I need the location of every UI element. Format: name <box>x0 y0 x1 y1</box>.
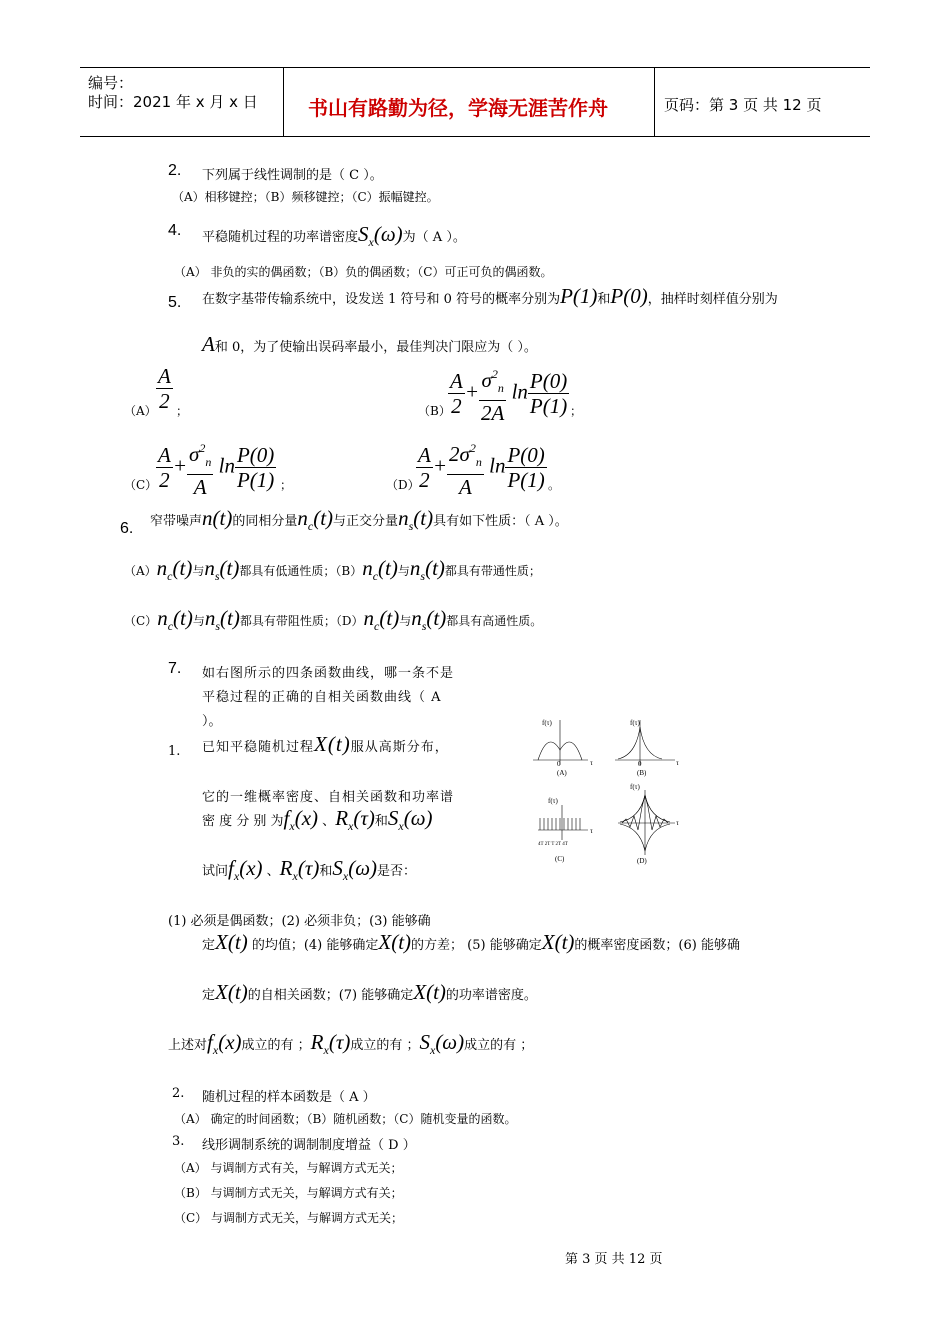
q1-number: 1. <box>168 744 181 759</box>
q6-opt-a-post: 都具有低通性质；（B） <box>239 564 363 578</box>
q6-options-cd <box>124 606 542 634</box>
fig-a-label: (A) <box>557 769 567 777</box>
q7-line3: ）。 <box>202 714 222 729</box>
page-info: 页码：第 3 页 共 12 页 <box>664 96 822 114</box>
motto: 书山有路勤为径，学海无涯苦作舟 <box>308 96 608 120</box>
header-mid-cell <box>284 68 655 136</box>
math-nst-b: $n_s(t)$ <box>409 556 445 583</box>
q6-opt-c-pre: （C） <box>124 614 158 628</box>
page-footer: 第 3 页 共 12 页 <box>565 1252 663 1267</box>
q5-opt-c-formula: $\frac{A}{2}$ + $\frac{\sigma^2_n}{A}$ ln $\frac{P(0)}{P(1)}$ <box>156 436 276 499</box>
math-sx-2: $S_x(\omega)$ <box>332 856 378 883</box>
math-xt-4: X(t) <box>541 930 575 954</box>
q1-p3 <box>202 980 537 1005</box>
fig-b-tau: τ <box>676 759 679 767</box>
q6-text-post: 具有如下性质：（ A ）。 <box>433 514 568 529</box>
q5-text1-post: ，抽样时刻样值分别为 <box>647 292 778 307</box>
fig-c-ticks: 4T 2T T 2T 4T <box>538 842 568 847</box>
q1-line4-pre: 试问 <box>202 864 229 879</box>
q5-text2-post: 和 0，为了使输出误码率最小，最佳判决门限应为（ ）。 <box>214 340 537 355</box>
math-nct: $n_c(t)$ <box>297 506 334 533</box>
q5-line2 <box>202 332 537 357</box>
q6-opt-a-pre: （A） <box>124 564 157 578</box>
q1-line3-pre: 密 度 分 别 为 <box>202 814 284 829</box>
fig-b-origin: 0 <box>638 760 642 768</box>
fig-d-label: (D) <box>637 857 647 865</box>
fig-a-tau: τ <box>590 759 593 767</box>
q1-p2-pre: 定 <box>202 938 216 953</box>
q1-summary <box>168 1030 533 1058</box>
fig-b-label: (B) <box>637 769 647 777</box>
math-sx-omega: $S_x(\omega)$ <box>358 222 403 249</box>
q7-line2: 平稳过程的正确的自相关函数曲线（ A <box>202 690 442 705</box>
q2-number: 2. <box>168 162 182 179</box>
math-nst: $n_s(t)$ <box>398 506 434 533</box>
math-sx-3: $S_x(\omega)$ <box>419 1030 465 1057</box>
q6-yu: 与 <box>399 614 412 628</box>
q5-and: 和 <box>597 292 611 307</box>
q1-line1-post: 服从高斯分布， <box>350 740 449 755</box>
q1-p2 <box>202 930 740 955</box>
q5-opt-d-formula: $\frac{A}{2}$ + $\frac{2\sigma^2_n}{A}$ ln $\frac{P(0)}{P(1)}$ <box>416 436 547 499</box>
math-a: A <box>202 332 215 356</box>
math-xt: X(t) <box>314 732 351 756</box>
page-header <box>80 67 870 137</box>
math-rx-3: $R_x(\tau)$ <box>310 1030 351 1057</box>
q5-opt-b-semi: ； <box>570 404 583 418</box>
q6-opt-b-post: 都具有带通性质； <box>444 564 541 578</box>
q4-options: （A） 非负的实的偶函数；（B）负的偶函数；（C）可正可负的偶函数。 <box>174 265 553 279</box>
q6-yu: 与 <box>192 614 205 628</box>
q5-opt-a-label: （A） <box>124 404 157 418</box>
math-fx-2: $f_x(x)$ <box>228 856 263 883</box>
q3-opt-b: （B） 与调制方式无关，与解调方式有关； <box>174 1186 403 1200</box>
q6-opt-d-post: 都具有高通性质。 <box>446 614 543 628</box>
q3-opt-a: （A） 与调制方式有关，与解调方式无关； <box>174 1161 403 1175</box>
q1-line3-sep: 、 <box>322 814 336 829</box>
math-p0: P(0) <box>610 284 648 308</box>
q5-opt-d-end: 。 <box>548 478 561 492</box>
q1-line3-and: 和 <box>374 814 388 829</box>
q4-line <box>202 222 466 250</box>
q3-opt-c: （C） 与调制方式无关，与解调方式无关； <box>174 1211 403 1225</box>
q5-opt-c-semi: ； <box>280 478 293 492</box>
q5-opt-d-label: （D） <box>386 478 420 492</box>
q2b-number: 2. <box>172 1086 185 1101</box>
q1-p1: (1) 必须是偶函数；(2) 必须非负；(3) 能够确 <box>168 914 431 929</box>
q2b-text: 随机过程的样本函数是（ A ） <box>202 1090 376 1105</box>
fig-c-label: (C) <box>555 855 565 863</box>
math-xt-5: X(t) <box>215 980 248 1004</box>
q6-yu: 与 <box>397 564 410 578</box>
fig-c-tau: τ <box>590 827 593 835</box>
q1-s-a: 成立的有 ； <box>241 1038 311 1053</box>
q5-opt-c-label: （C） <box>124 478 158 492</box>
q7-number: 7. <box>168 660 182 677</box>
q6-opt-c-post: 都具有带阻性质；（D） <box>239 614 364 628</box>
q1-s-c: 成立的有 ； <box>464 1038 534 1053</box>
autocorrelation-figure <box>530 715 690 865</box>
q1-line1-pre: 已知平稳随机过程 <box>202 740 315 755</box>
q1-p3-b: 的功率谱密度。 <box>445 988 537 1003</box>
q5-text1-pre: 在数字基带传输系统中，设发送 1 符号和 0 符号的概率分别为 <box>202 292 561 307</box>
q4-text-pre: 平稳随机过程的功率谱密度 <box>202 230 359 245</box>
date-label: 时间：2021 年 x 月 x 日 <box>88 93 258 111</box>
math-fx: $f_x(x)$ <box>283 806 319 833</box>
math-nst-c: $n_s(t)$ <box>204 606 240 633</box>
fig-c-ylabel: f(τ) <box>548 797 558 805</box>
q6-options-ab <box>124 556 541 584</box>
q2-text: 下列属于线性调制的是（ C ）。 <box>202 168 383 183</box>
math-xt-6: X(t) <box>413 980 446 1004</box>
q1-line2: 它的一维概率密度、自相关函数和功率谱 <box>202 790 455 805</box>
q1-s-b: 成立的有 ； <box>350 1038 420 1053</box>
math-nct-c: $n_c(t)$ <box>157 606 193 633</box>
q4-number: 4. <box>168 222 182 239</box>
q1-line4 <box>202 856 416 884</box>
header-left-cell <box>80 68 284 136</box>
q5-number: 5. <box>168 294 182 311</box>
q3-text: 线形调制系统的调制制度增益（ D ） <box>202 1138 416 1153</box>
fig-d-tau: τ <box>676 819 679 827</box>
q1-p2-b: 的方差； (5) 能够确定 <box>411 938 542 953</box>
math-nct-b: $n_c(t)$ <box>362 556 398 583</box>
q2-options: （A）相移键控；（B）频移键控；（C）振幅键控。 <box>172 190 439 204</box>
q1-line4-post: 是否： <box>377 864 417 879</box>
q1-p2-a: 的均值；(4) 能够确定 <box>247 938 379 953</box>
fig-d-ylabel: f(τ) <box>630 783 640 791</box>
math-nt: n(t) <box>202 506 233 530</box>
q1-p3-pre: 定 <box>202 988 216 1003</box>
fig-a-ylabel: f(τ) <box>542 719 552 727</box>
q5-line1 <box>202 284 778 309</box>
q6-text-mid2: 与正交分量 <box>333 514 399 529</box>
math-rx-2: $R_x(\tau)$ <box>279 856 320 883</box>
q6-yu: 与 <box>192 564 205 578</box>
q1-p2-c: 的概率密度函数；(6) 能够确 <box>574 938 740 953</box>
q1-line3 <box>202 806 433 834</box>
q2b-options: （A） 确定的时间函数；（B）随机函数；（C）随机变量的函数。 <box>174 1112 517 1126</box>
math-nct-a: $n_c(t)$ <box>156 556 193 583</box>
math-rx: $R_x(\tau)$ <box>335 806 375 833</box>
q6-number: 6. <box>120 520 134 537</box>
q5-opt-b-label: （B） <box>418 404 451 418</box>
math-nst-a: $n_s(t)$ <box>204 556 240 583</box>
q5-opt-a-semi: ； <box>176 404 189 418</box>
math-p1: P(1) <box>560 284 598 308</box>
math-sx: $S_x(\omega)$ <box>387 806 433 833</box>
math-nct-d: $n_c(t)$ <box>363 606 400 633</box>
fig-b-ylabel: f(τ) <box>630 719 640 727</box>
q1-s-pre: 上述对 <box>168 1038 208 1053</box>
q3-number: 3. <box>172 1134 185 1149</box>
q4-text-post: 为（ A ）。 <box>402 230 466 245</box>
code-label: 编号： <box>88 74 134 92</box>
q7-line1: 如右图所示的四条函数曲线，哪一条不是 <box>202 666 455 681</box>
math-nst-d: $n_s(t)$ <box>411 606 447 633</box>
q1-p3-a: 的自相关函数；(7) 能够确定 <box>247 988 414 1003</box>
q1-line4-and: 和 <box>319 864 333 879</box>
q5-opt-b-formula: $\frac{A}{2}$ + $\frac{\sigma^2_n}{2A}$ ln $\frac{P(0)}{P(1)}$ <box>448 362 569 425</box>
q6-line <box>150 506 568 534</box>
q6-text-mid1: 的同相分量 <box>232 514 298 529</box>
q6-text-pre: 窄带噪声 <box>150 514 203 529</box>
fig-c-impulses <box>540 818 580 830</box>
q1-line1 <box>202 732 449 757</box>
fig-a-origin: 0 <box>557 760 561 768</box>
math-xt-3: X(t) <box>378 930 412 954</box>
q1-line4-sep: 、 <box>266 864 280 879</box>
math-xt-2: X(t) <box>215 930 248 954</box>
q5-opt-a-formula: $\frac{A}{2}$ <box>158 364 171 413</box>
math-fx-3: $f_x(x)$ <box>207 1030 242 1057</box>
